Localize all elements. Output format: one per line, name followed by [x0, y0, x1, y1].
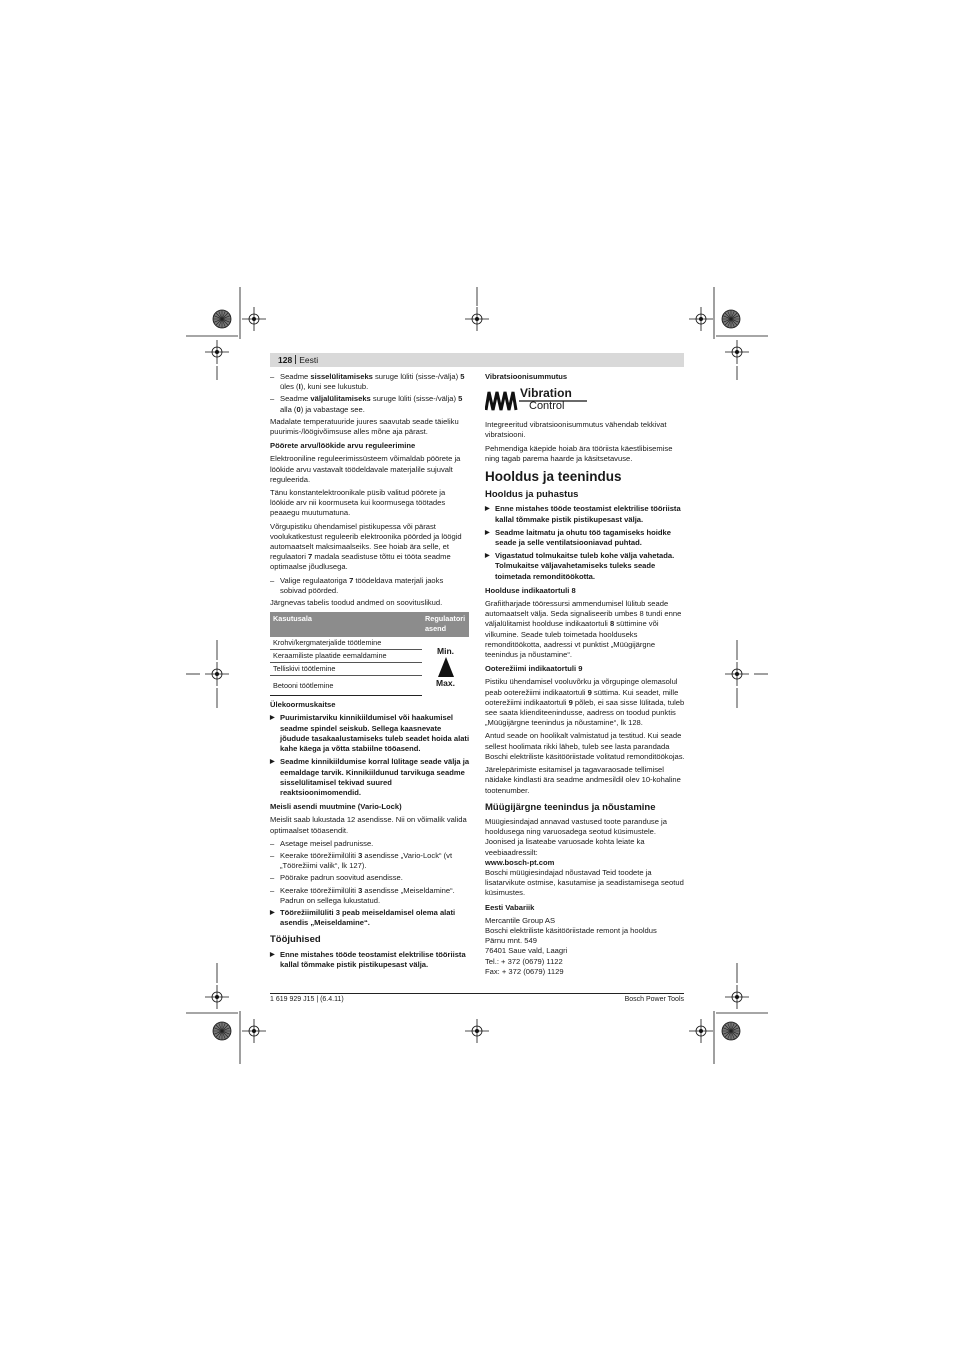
table-row: Keraamiliste plaatide eemaldamine	[270, 649, 422, 662]
service-indicator-paragraph: Grafiitharjade tööressursi ammendumisel lülitub seade automaatselt välja. Seda signaliseerib umbes 8 tundi enne väljalülitamist hoolduse indikaatortuli 8 süttimine või vilkumine. Seade tuleb toimetada hoolduseks remonditöökotta, aadressi vt punktist „Müügijärgne teenindus ja nõustamine“.	[485, 599, 682, 660]
usage-table	[270, 612, 469, 696]
footer-doc-number: 1 619 929 J15 | (6.4.11)	[270, 996, 344, 1003]
overload-warning-2: ▶ Seadme kinnikiildumise korral lülitage seade välja ja eemaldage tarvik. Kinnikiildunud tarvikuga seadme sisselülitamisel tekivad suured reaktsioonimomendid.	[270, 757, 470, 798]
vibration-heading: Vibratsioonisummutus	[485, 372, 568, 381]
overload-heading: Ülekoormuskaitse	[270, 700, 336, 710]
care-paragraph-2: Järelepärimiste esitamisel ja tagavaraosade tellimisel näidake kindlasti ära seadme andmesildil olev 10-kohaline tootenumber.	[485, 765, 681, 795]
table-header-regulator: Regulaatori asend	[422, 612, 469, 636]
table-intro: Järgnevas tabelis toodud andmed on soovituslikud.	[270, 598, 443, 608]
care-paragraph-1: Antud seade on hoolikalt valmistatud ja testitud. Kui seade sellest hoolimata rikki läheb, tuleb see lasta parandada Boschi elektriliste käsitööriistade volitatud remonditöökojas.	[485, 731, 685, 761]
address-line: Tel.: + 372 (0679) 1122	[485, 956, 563, 966]
standby-indicator-heading: Ooterežiimi indikaatortuli 9	[485, 664, 583, 674]
address-block	[485, 916, 685, 977]
rpm-paragraph-2: Tänu konstantelektroonikale püsib valitud pöörete ja löökide arv nii koormuseta kui koormusega töötades peaaegu muutumatuna.	[270, 488, 446, 518]
chisel-heading: Meisli asendi muutmine (Vario-Lock)	[270, 802, 402, 812]
after-sales-paragraph-2: Boschi müügiesindajad nõustavad Teid toodete ja lisatarvikute ostmise, kasutamise ja seadistamisega seotud küsimustes.	[485, 867, 684, 898]
country-heading: Eesti Vabariik	[485, 902, 535, 912]
address-line: Mercantile Group AS	[485, 915, 556, 925]
section-title: Hooldus ja teenindus	[485, 469, 622, 485]
rpm-step: – Valige regulaatoriga 7 töödeldava materjali jaoks sobivad pöörded.	[270, 576, 470, 596]
address-line: Pärnu mnt. 549	[485, 936, 537, 946]
switch-on-item: – Seadme sisselülitamiseks suruge lüliti (sisse-/välja) 5 üles (I), kuni see lukustub.	[270, 372, 470, 392]
address-line: Fax: + 372 (0679) 1129	[485, 966, 564, 976]
table-header-usage: Kasutusala	[270, 612, 422, 636]
after-sales-paragraph-1: Müügiesindajad annavad vastused toote paranduse ja hooldusega ning varuosadega seotud küsimustele. Joonised ja lisateabe varuosade kohta leiate ka veebiaadressilt: www.bosch-pt.com	[485, 816, 667, 867]
left-column	[270, 372, 470, 973]
rpm-paragraph-1: Elektrooniline reguleerimissüsteem võimaldab pöörete ja löökide arvu vastavalt töödeldavale materjalile sujuvalt reguleerida.	[270, 454, 461, 484]
scale-max-label: Max.	[436, 678, 455, 689]
right-column	[485, 372, 685, 977]
table-row: Betooni töötlemine	[270, 676, 422, 696]
chisel-step-3: – Pöörake padrun soovitud asendisse.	[270, 873, 470, 883]
chisel-step-2: – Keerake töörežiimilüliti 3 asendisse „Vario-Lock“ (vt „Töörežiimi valik“, lk 127).	[270, 851, 470, 871]
cleaning-warning-1: ▶ Enne mistahes tööde teostamist elektrilise tööriista kallal tõmmake pistik pistikupesast välja.	[485, 504, 685, 524]
cleaning-warning-2: ▶ Seadme laitmatu ja ohutu töö tagamiseks hoidke seade ja selle ventilatsiooniavad puhtad.	[485, 528, 685, 548]
chisel-step-1: – Asetage meisel padrunisse.	[270, 839, 470, 849]
address-line: 76401 Saue vald, Laagri	[485, 946, 568, 956]
table-row: Krohvi/kergmaterjalide töötlemine	[270, 637, 422, 650]
cleaning-warning-3: ▶ Vigastatud tolmukaitse tuleb kohe välja vahetada. Tolmukaitse väljavahetamiseks tuleks seade toimetada remonditöökotta.	[485, 551, 685, 582]
page-footer	[270, 993, 684, 1003]
website-link[interactable]: www.bosch-pt.com	[485, 857, 555, 867]
cleaning-heading: Hooldus ja puhastus	[485, 489, 579, 501]
page-header	[270, 353, 684, 367]
rpm-heading: Pöörete arvu/löökide arvu reguleerimine	[270, 441, 416, 451]
logo-text-vibration: Vibration	[520, 386, 572, 401]
address-line: Boschi elektriliste käsitööriistade remont ja hooldus	[485, 925, 657, 935]
header-language: Eesti	[299, 355, 319, 365]
chisel-step-4: – Keerake töörežiimilüliti 3 asendisse „Meiseldamine“. Padrun on sellega lukustatud.	[270, 886, 470, 906]
logo-text-control: Control	[529, 400, 565, 413]
temperature-note: Madalate temperatuuride juures saavutab seade täieliku puurimis-/löögivõimsuse alles mõne aja pärast.	[270, 416, 459, 437]
vibration-paragraph-1: Integreeritud vibratsioonisummutus vähendab tekkivat vibratsiooni.	[485, 420, 667, 440]
footer-brand: Bosch Power Tools	[624, 996, 684, 1003]
scale-triangle-icon	[438, 657, 454, 677]
vibration-paragraph-2: Pehmendiga käepide hoiab ära tööriista käestlibisemise ning tagab parema haarde ja käsitsetavuse.	[485, 443, 673, 463]
overload-warning-1: ▶ Puurimistarviku kinnikiildumisel või haakumisel seadme spindel seiskub. Sellega kaasnevate jõudude tasakaalustamiseks tuleb seadet hoida alati kahe käega ja võtta stabiilne tööasend.	[270, 713, 470, 754]
regulator-scale	[422, 637, 469, 696]
page-number: 128	[278, 355, 293, 365]
work-tips-heading: Tööjuhised	[270, 934, 321, 946]
standby-indicator-paragraph: Pistiku ühendamisel vooluvõrku ja võrgupinge olemasolul peab ooterežiimi indikaatortuli 9 süttima. Kui seadet, mille ooterežiimi indikaatortuli 9 põleb, ei saa sisse lülitada, tuleb see saata klienditeenindusse, aadress on toodud punktis „Müügijärgne teenindus ja nõustamine“, lk 128.	[485, 677, 685, 728]
work-tips-warning: ▶ Enne mistahes tööde teostamist elektrilise tööriista kallal tõmmake pistik pistikupesast välja.	[270, 950, 470, 970]
chisel-warning: ▶ Töörežiimilüliti 3 peab meiseldamisel olema alati asendis „Meiseldamine“.	[270, 908, 470, 928]
after-sales-heading: Müügijärgne teenindus ja nõustamine	[485, 801, 656, 813]
scale-min-label: Min.	[437, 646, 454, 657]
rpm-paragraph-3: Võrgupistiku ühendamisel pistikupessa või pärast voolukatkestust reguleerib elektroonika pöörded ja löögid automaatselt maksimaalseiks. See hoiab ära selle, et regulaatori 7 madala seadistuse tõttu ei tööta seadme optimaalse jõudlusega.	[270, 521, 462, 572]
service-indicator-heading: Hoolduse indikaatortuli 8	[485, 585, 576, 595]
table-row: Telliskivi töötlemine	[270, 663, 422, 676]
switch-off-item: – Seadme väljalülitamiseks suruge lüliti (sisse-/välja) 5 alla (0) ja vabastage see.	[270, 394, 470, 414]
vibration-control-logo	[485, 386, 685, 414]
chisel-paragraph: Meislit saab lukustada 12 asendisse. Nii on võimalik valida optimaalset tööasendit.	[270, 815, 467, 835]
